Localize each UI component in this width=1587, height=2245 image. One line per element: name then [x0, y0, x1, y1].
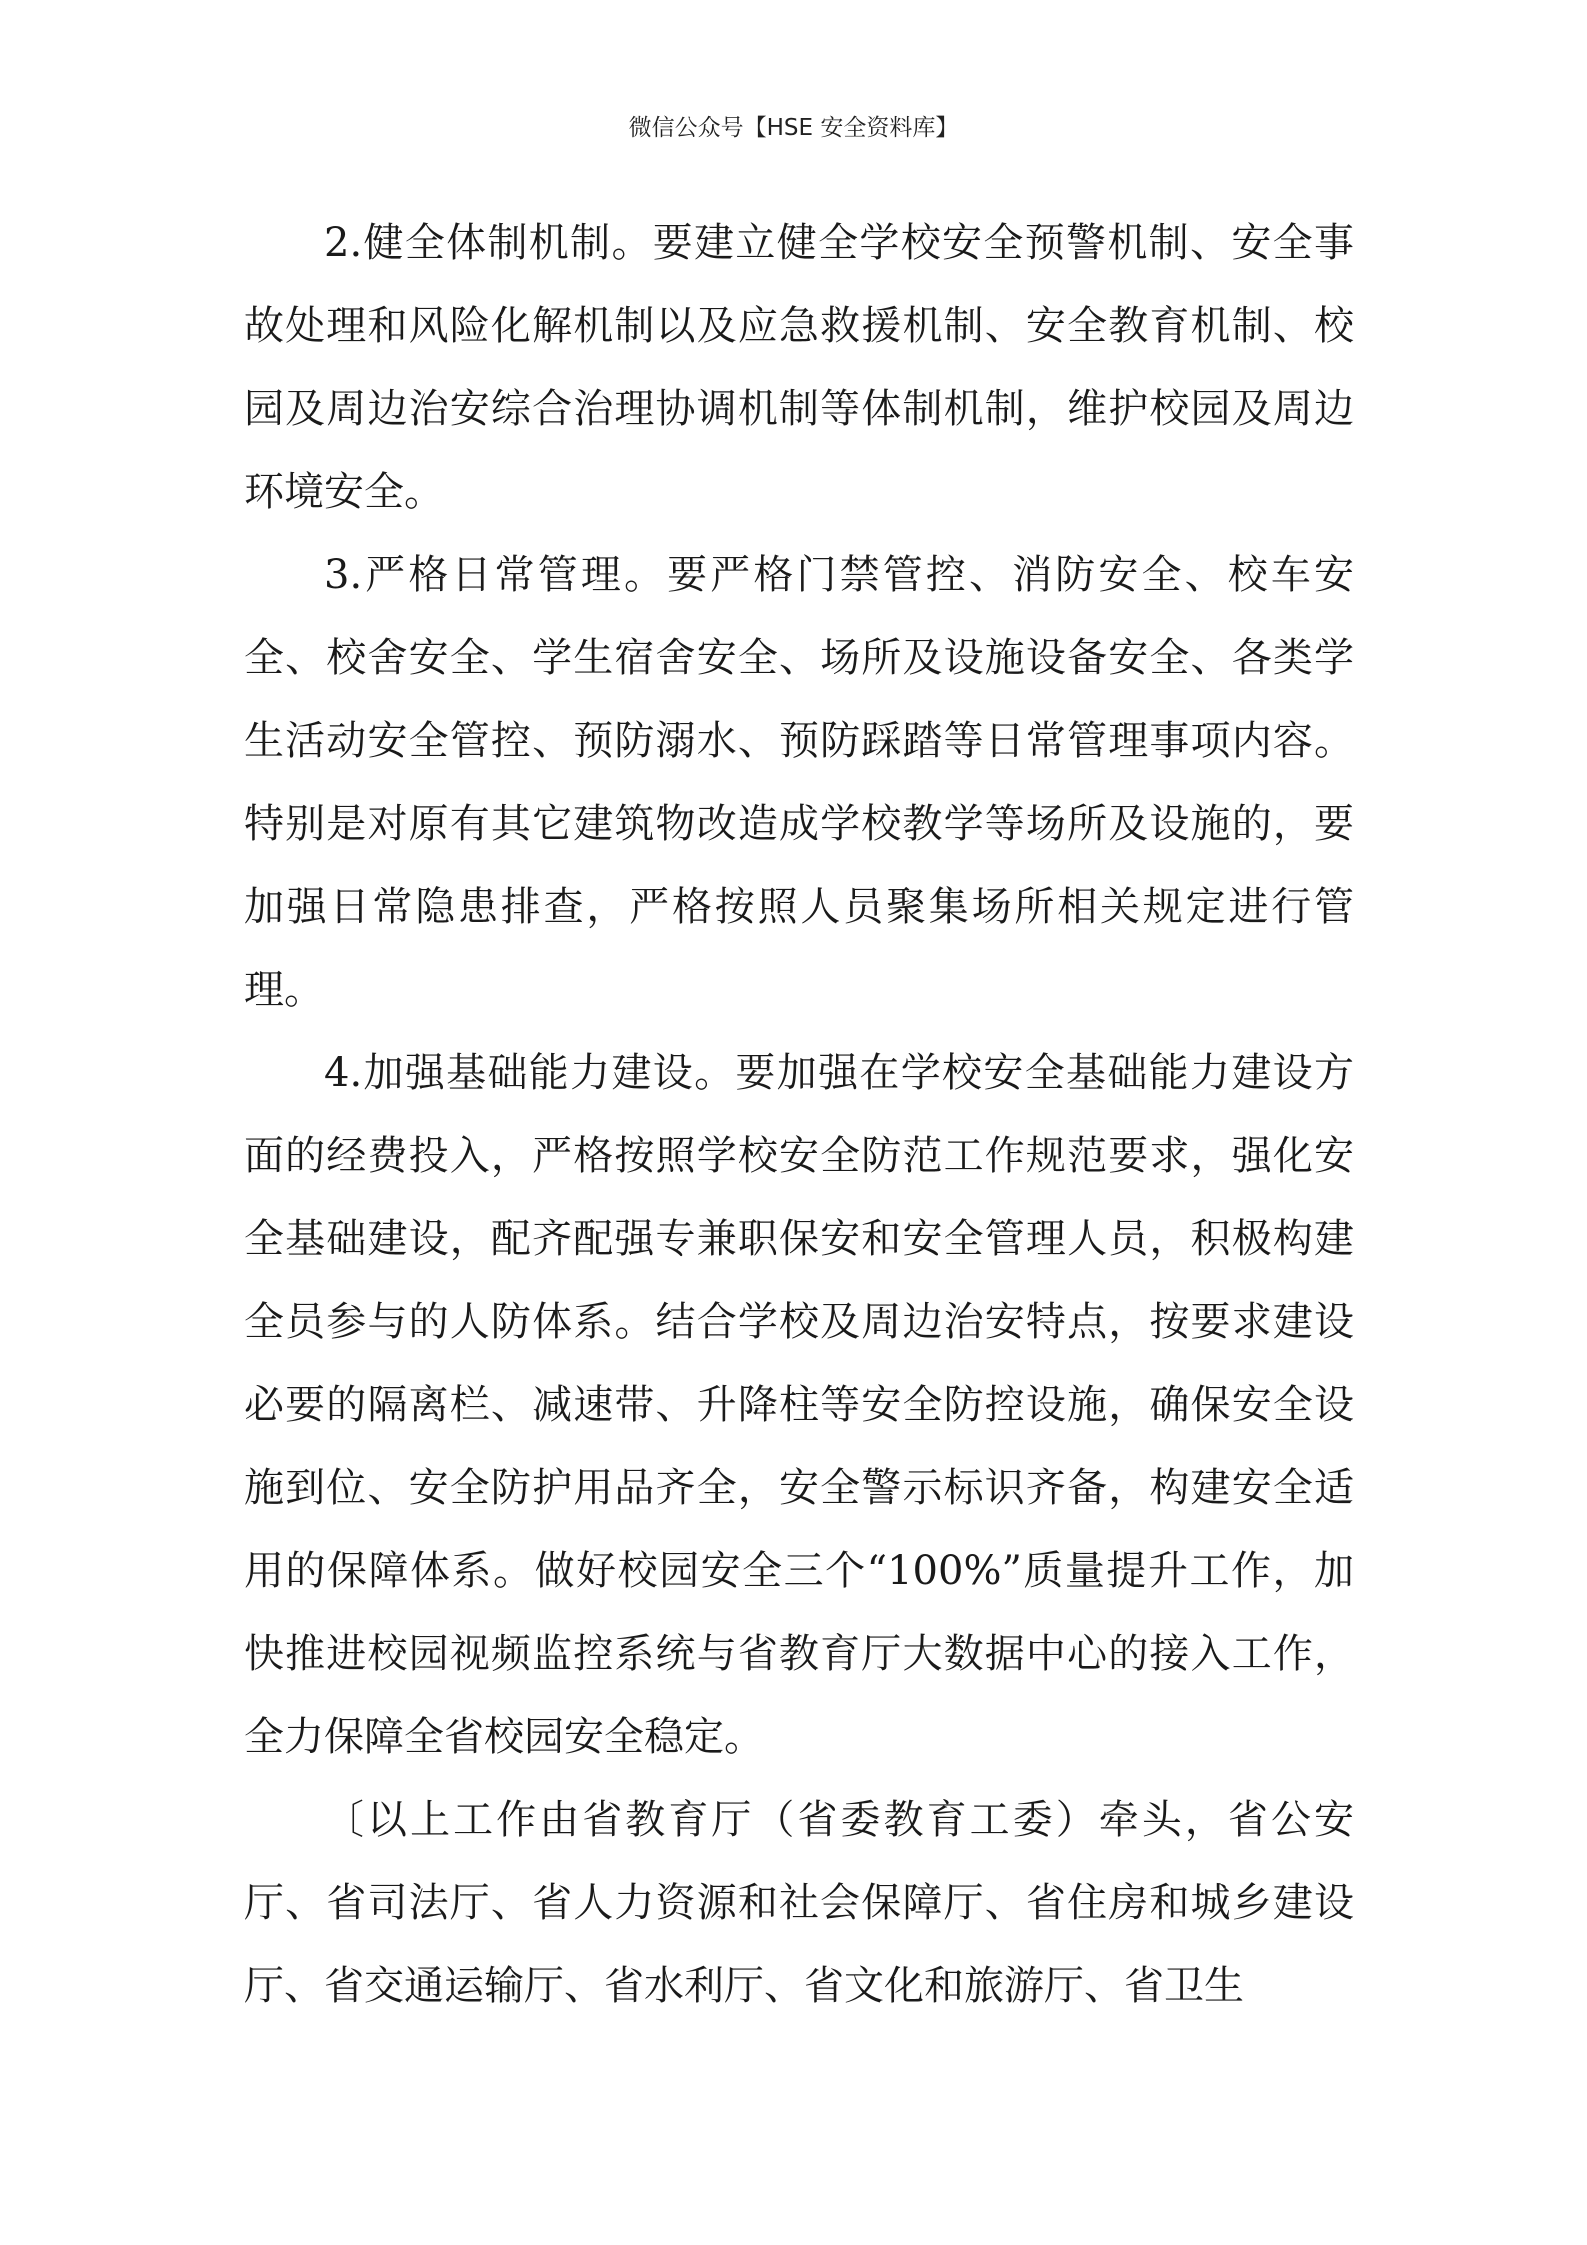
paragraph-4: 4.加强基础能力建设。要加强在学校安全基础能力建设方面的经费投入，严格按照学校安全防范工作规范要求，强化安全基础建设，配齐配强专兼职保安和安全管理人员，积极构建全员参与的人防体系。结合学校及周边治安特点，按要求建设必要的隔离栏、减速带、升降柱等安全防控设施，确保安全设施到位、安全防护用品齐全，安全警示标识齐备，构建安全适用的保障体系。做好校园安全三个“100%”质量提升工作，加快推进校园视频监控系统与省教育厅大数据中心的接入工作，全力保障全省校园安全稳定。 [244, 1050, 1354, 1760]
paragraph-lead-departments: 〔以上工作由省教育厅（省委教育工委）牵头，省公安厅、省司法厅、省人力资源和社会保障厅、省住房和城乡建设厅、省交通运输厅、省水利厅、省文化和旅游厅、省卫生 [244, 1797, 1354, 2009]
page-header: 微信公众号【HSE 安全资料库】 [628, 115, 959, 141]
document-body [244, 202, 1354, 2028]
paragraph-3: 3.严格日常管理。要严格门禁管控、消防安全、校车安全、校舍安全、学生宿舍安全、场所及设施设备安全、各类学生活动安全管控、预防溺水、预防踩踏等日常管理事项内容。特别是对原有其它建筑物改造成学校教学等场所及设施的，要加强日常隐患排查，严格按照人员聚集场所相关规定进行管理。 [244, 552, 1354, 1013]
paragraph-2: 2.健全体制机制。要建立健全学校安全预警机制、安全事故处理和风险化解机制以及应急救援机制、安全教育机制、校园及周边治安综合治理协调机制等体制机制，维护校园及周边环境安全。 [244, 220, 1354, 515]
